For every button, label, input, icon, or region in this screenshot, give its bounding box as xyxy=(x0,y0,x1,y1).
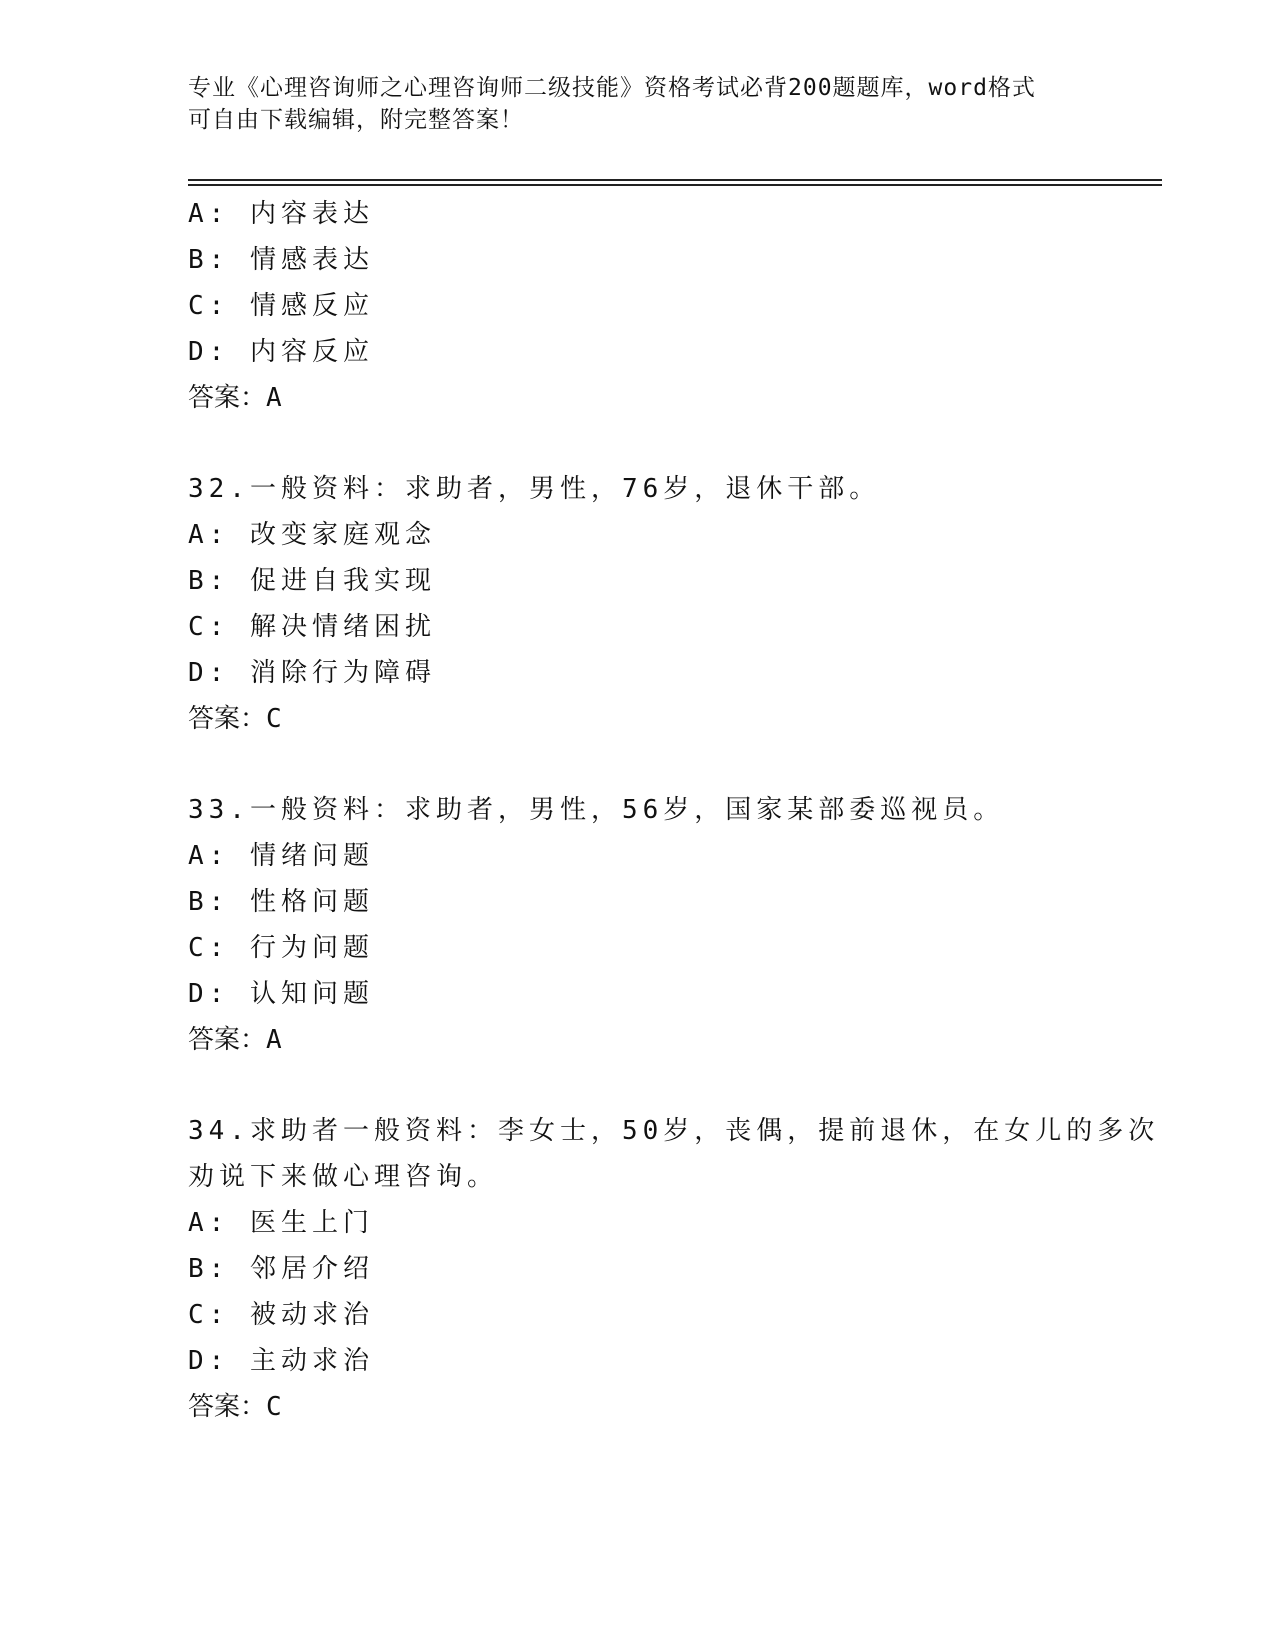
question-stem-continued: 劝说下来做心理咨询。 xyxy=(188,1162,499,1192)
answer-label: 答案： xyxy=(188,704,267,734)
question-block xyxy=(188,787,1148,1063)
header-divider-bottom xyxy=(188,184,1162,186)
option-b: B: 情感表达 xyxy=(188,245,374,275)
answer-label: 答案： xyxy=(188,1392,267,1422)
question-block xyxy=(188,466,1148,742)
answer-value: C xyxy=(266,1392,282,1422)
option-a: A: 内容表达 xyxy=(188,199,374,229)
answer-label: 答案： xyxy=(188,1025,267,1055)
option-b: B: 邻居介绍 xyxy=(188,1254,374,1284)
question-block xyxy=(188,191,1148,421)
question-stem: 32.一般资料：求助者，男性，76岁，退休干部。 xyxy=(188,474,881,504)
answer-value: A xyxy=(266,1025,282,1055)
question-stem: 34.求助者一般资料：李女士，50岁，丧偶，提前退休，在女儿的多次 xyxy=(188,1116,1160,1146)
option-b: B: 性格问题 xyxy=(188,887,374,917)
spacer xyxy=(188,742,1148,787)
answer-line xyxy=(188,1017,1148,1063)
option-d: D: 内容反应 xyxy=(188,337,374,367)
option-a: A: 情绪问题 xyxy=(188,841,374,871)
option-d: D: 消除行为障碍 xyxy=(188,658,436,688)
option-b: B: 促进自我实现 xyxy=(188,566,436,596)
answer-value: A xyxy=(266,383,282,413)
answer-value: C xyxy=(266,704,282,734)
option-c: C: 解决情绪困扰 xyxy=(188,612,436,642)
answer-label: 答案： xyxy=(188,383,267,413)
option-c: C: 行为问题 xyxy=(188,933,374,963)
option-a: A: 医生上门 xyxy=(188,1208,374,1238)
document-header xyxy=(188,72,1088,136)
option-d: D: 主动求治 xyxy=(188,1346,374,1376)
option-c: C: 情感反应 xyxy=(188,291,374,321)
question-stem: 33.一般资料：求助者，男性，56岁，国家某部委巡视员。 xyxy=(188,795,1005,825)
answer-line xyxy=(188,696,1148,742)
question-block xyxy=(188,1108,1160,1430)
answer-line xyxy=(188,1384,1148,1430)
option-d: D: 认知问题 xyxy=(188,979,374,1009)
spacer xyxy=(188,421,1148,466)
option-c: C: 被动求治 xyxy=(188,1300,374,1330)
header-divider-top xyxy=(188,179,1162,181)
header-line-1: 专业《心理咨询师之心理咨询师二级技能》资格考试必背200题题库，word格式 xyxy=(188,75,1036,101)
spacer xyxy=(188,1063,1148,1108)
option-a: A: 改变家庭观念 xyxy=(188,520,436,550)
header-line-2: 可自由下载编辑，附完整答案！ xyxy=(188,107,524,133)
answer-line xyxy=(188,375,1148,421)
question-list xyxy=(188,191,1160,1430)
